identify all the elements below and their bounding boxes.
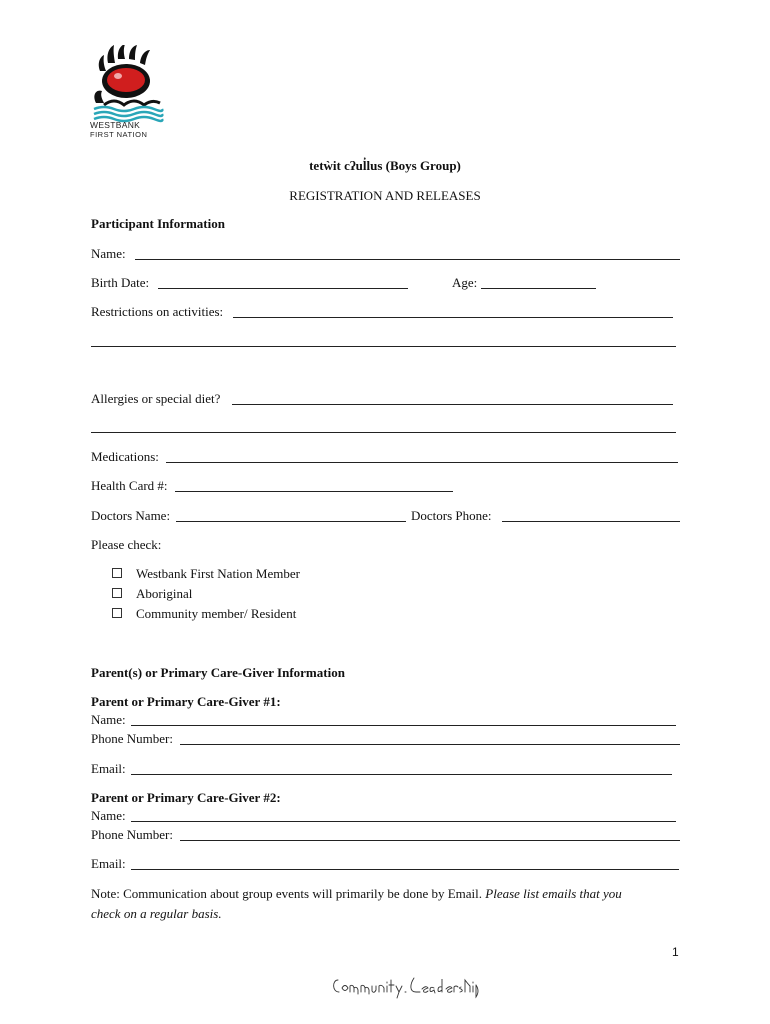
doctors-name-label: Doctors Name:	[91, 508, 171, 523]
cg2-name-field[interactable]	[131, 821, 676, 822]
cg1-name-field[interactable]	[131, 725, 676, 726]
cg2-phone-field[interactable]	[180, 840, 680, 841]
note-text: Note: Communication about group events will primarily be done by Email.	[91, 886, 486, 901]
parents-heading: Parent(s) or Primary Care-Giver Information	[91, 665, 345, 680]
allergies-field[interactable]	[232, 404, 673, 405]
footer-motto-signature	[330, 970, 480, 1000]
logo-line-1: WESTBANK	[90, 120, 141, 130]
logo-wordmark	[90, 121, 170, 139]
restrictions-field-line-2[interactable]	[91, 346, 676, 347]
age-field[interactable]	[481, 288, 596, 289]
name-field[interactable]	[135, 259, 680, 260]
restrictions-field[interactable]	[233, 317, 673, 318]
cg1-name-label: Name:	[91, 712, 126, 727]
option-wfn-member[interactable]	[112, 566, 300, 582]
health-card-label: Health Card #:	[91, 478, 168, 493]
restrictions-label: Restrictions on activities:	[91, 304, 224, 319]
note-emphasis-line-2: check on a regular basis.	[91, 906, 222, 921]
doctors-phone-label: Doctors Phone:	[411, 508, 492, 523]
health-card-field[interactable]	[175, 491, 453, 492]
email-note	[91, 886, 622, 902]
name-label: Name:	[91, 246, 126, 261]
cg2-name-label: Name:	[91, 808, 126, 823]
caregiver-1-heading: Parent or Primary Care-Giver #1:	[91, 694, 281, 709]
doctors-phone-field[interactable]	[502, 521, 680, 522]
caregiver-2-heading: Parent or Primary Care-Giver #2:	[91, 790, 281, 805]
cg2-email-label: Email:	[91, 856, 126, 871]
form-subtitle: REGISTRATION AND RELEASES	[289, 188, 481, 203]
birth-date-field[interactable]	[158, 288, 408, 289]
birth-date-label: Birth Date:	[91, 275, 150, 290]
note-emphasis: Please list emails that you	[485, 886, 622, 901]
allergies-field-line-2[interactable]	[91, 432, 676, 433]
checkbox[interactable]	[112, 588, 122, 598]
cg1-phone-field[interactable]	[180, 744, 680, 745]
cg1-email-field[interactable]	[131, 774, 672, 775]
cg1-email-label: Email:	[91, 761, 126, 776]
page-number: 1	[672, 945, 679, 959]
option-label: Aboriginal	[136, 586, 193, 601]
checkbox[interactable]	[112, 568, 122, 578]
cg1-phone-label: Phone Number:	[91, 731, 173, 746]
option-aboriginal[interactable]	[112, 586, 192, 602]
option-label: Community member/ Resident	[136, 606, 297, 621]
cg2-phone-label: Phone Number:	[91, 827, 173, 842]
logo-line-2: FIRST NATION	[90, 130, 148, 139]
checkbox[interactable]	[112, 608, 122, 618]
medications-label: Medications:	[91, 449, 159, 464]
option-label: Westbank First Nation Member	[136, 566, 300, 581]
allergies-label: Allergies or special diet?	[91, 391, 221, 406]
participant-heading: Participant Information	[91, 216, 225, 231]
please-check-label: Please check:	[91, 537, 162, 552]
option-community-member[interactable]	[112, 606, 296, 622]
form-title: tetẁit cʔul̓lus (Boys Group)	[309, 158, 461, 173]
age-label: Age:	[452, 275, 478, 290]
medications-field[interactable]	[166, 462, 678, 463]
cg2-email-field[interactable]	[131, 869, 679, 870]
doctors-name-field[interactable]	[176, 521, 406, 522]
